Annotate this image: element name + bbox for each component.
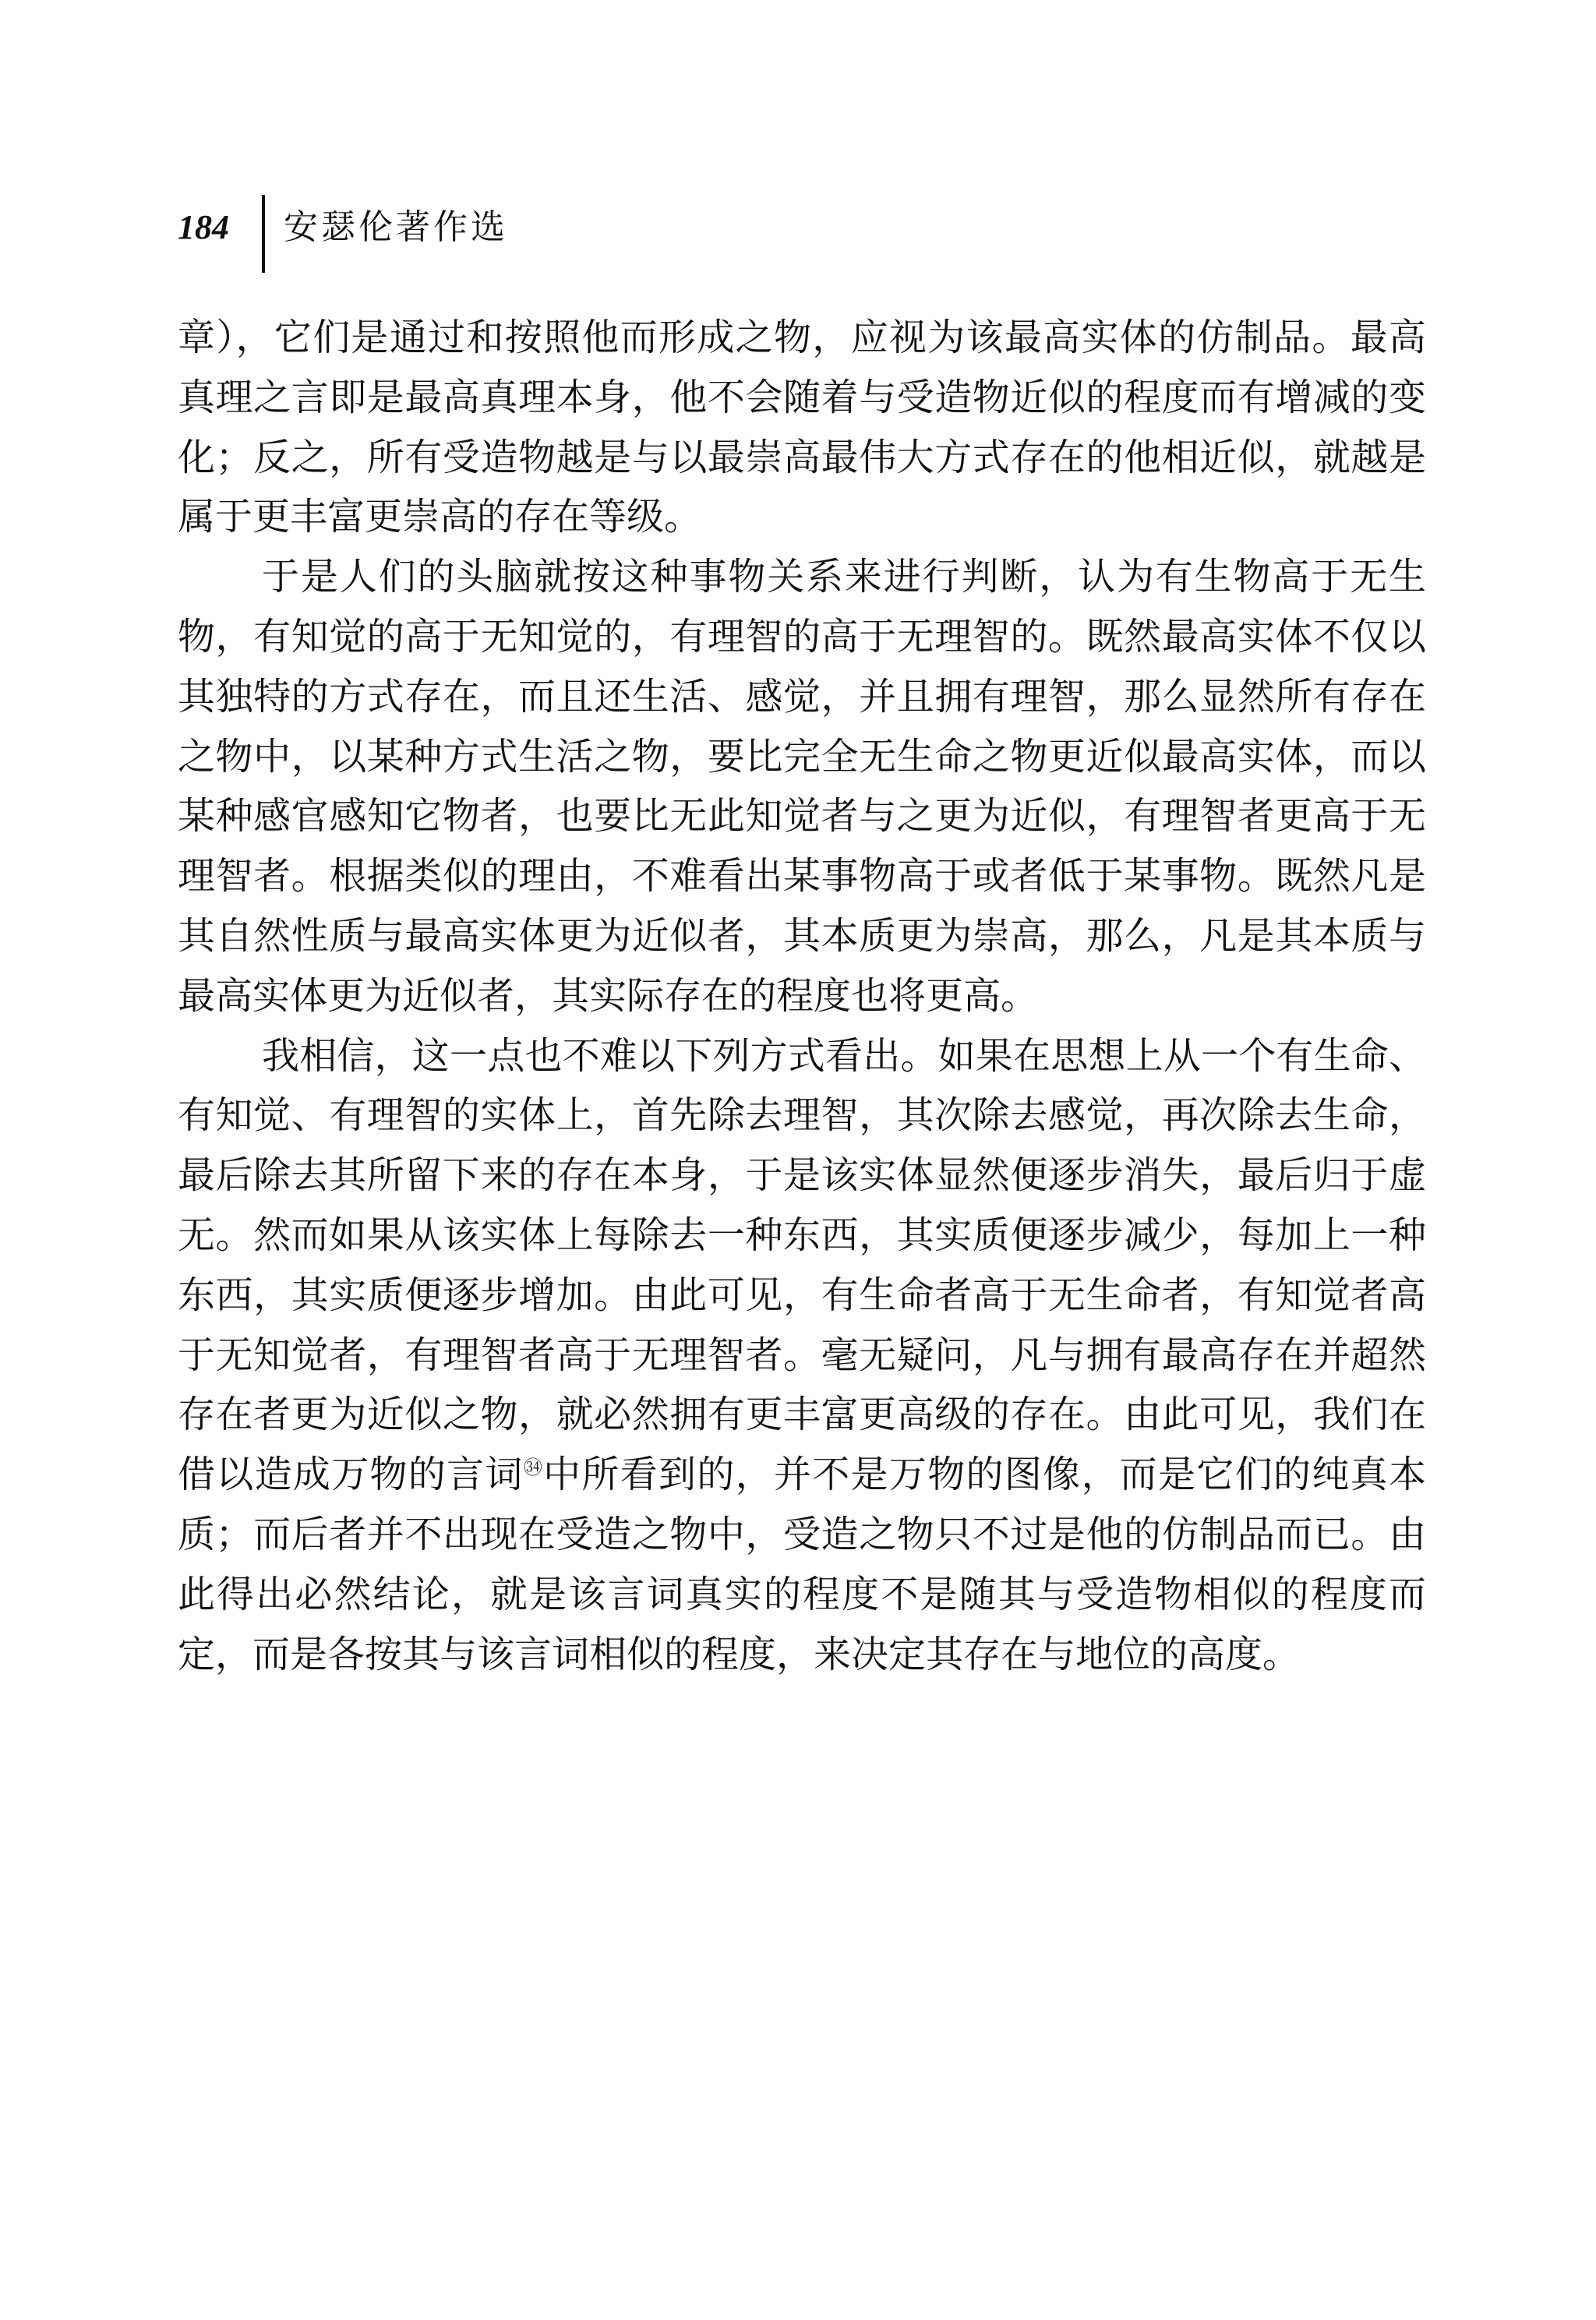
footnote-marker[interactable]: ㉞ (523, 1457, 544, 1479)
paragraph: 于是人们的头脑就按这种事物关系来进行判断，认为有生物高于无生物，有知觉的高于无知觉的，有理智的高于无理智的。既然最高实体不仅以其独特的方式存在，而且还生活、感觉，并且拥有理智，那么显然所有存在之物中，以某种方式生活之物，要比完全无生命之物更近似最高实体，而以某种感官感知它物者，也要比无此知觉者与之更为近似，有理智者更高于无理智者。根据类似的理由，不难看出某事物高于或者低于某事物。既然凡是其自然性质与最高实体更为近似者，其本质更为崇高，那么，凡是其本质与最高实体更为近似者，其实际存在的程度也将更高。 (178, 555, 1426, 1018)
paragraph-text: 我相信，这一点也不难以下列方式看出。如果在思想上从一个有生命、有知觉、有理智的实体上，首先除去理智，其次除去感觉，再次除去生命，最后除去其所留下来的存在本身，于是该实体显然便逐步消失，最后归于虚无。然而如果从该实体上每除去一种东西，其实质便逐步减少，每加上一种东西，其实质便逐步增加。由此可见，有生命者高于无生命者，有知觉者高于无知觉者，有理智者高于无理智者。毫无疑问，凡与拥有最高存在并超然存在者更为近似之物，就必然拥有更丰富更高级的存在。由此可见，我们在借以造成万物的言词 (178, 1033, 1426, 1497)
paragraph-text: 中所看到的，并不是万物的图像，而是它们的纯真本质；而后者并不出现在受造之物中，受造之物只不过是他的仿制品而已。由此得出必然结论，就是该言词真实的程度不是随其与受造物相似的程度而定，而是各按其与该言词相似的程度，来决定其存在与地位的高度。 (178, 1453, 1426, 1676)
paragraph-continued: 章），它们是通过和按照他而形成之物，应视为该最高实体的仿制品。最高真理之言即是最高真理本身，他不会随着与受造物近似的程度而有增减的变化；反之，所有受造物越是与以最崇高最伟大方式存在的他相近似，就越是属于更丰富更崇高的存在等级。 (178, 316, 1426, 539)
header-divider (262, 195, 265, 273)
paragraph (178, 1026, 1426, 1685)
book-title: 安瑟伦著作选 (284, 207, 508, 247)
page-number: 184 (178, 208, 229, 246)
body-text (178, 308, 1426, 1684)
